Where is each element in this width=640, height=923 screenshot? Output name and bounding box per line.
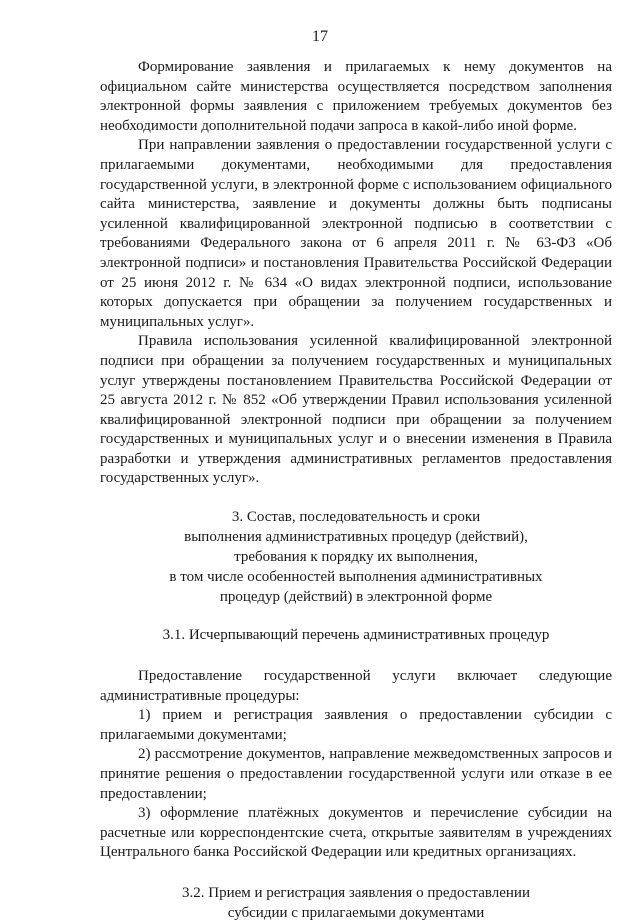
subsection-3-1-heading: 3.1. Исчерпывающий перечень административных процедур	[162, 627, 550, 644]
paragraph-electronic-form: Формирование заявления и прилагаемых к нему документов на официальном сайте министерства осуществляется посредством заполнения электронной формы заявления с приложением требуемых документов без необходимости дополнительной подачи запроса в какой-либо иной форме.	[100, 59, 612, 134]
subsection-heading-line: 3.2. Прием и регистрация заявления о предоставлении	[181, 885, 530, 901]
section-heading-line: процедур (действий) в электронной форме	[219, 589, 493, 606]
subsection-heading-line: субсидии с прилагаемыми документами	[227, 905, 485, 921]
procedure-item: 1) прием и регистрация заявления о предоставлении субсидии с прилагаемыми документами;	[100, 707, 612, 743]
body-text	[100, 58, 612, 923]
section-heading-line: 3. Состав, последовательность и сроки	[231, 509, 481, 526]
procedure-item: 2) рассмотрение документов, направление межведомственных запросов и принятие решения о предоставлении государственной услуги или отказе в ее предоставлении;	[100, 746, 612, 802]
procedures-intro: Предоставление государственной услуги включает следующие административные процедуры:	[100, 668, 612, 704]
paragraph-signature-rules: Правила использования усиленной квалифицированной электронной подписи при обращении за получением государственных и муниципальных услуг утверждены постановлением Правительства Российской Федерации от 25 августа 2012 г. № 852 «Об утверждении Правил использования усиленной квалифицированной электронной подписи при обращении за получением государственных и муниципальных услуг и о внесении изменения в Правила разработки и утверждения административных регламентов предоставления государственных услуг».	[100, 333, 612, 487]
paragraph-electronic-signature: При направлении заявления о предоставлении государственной услуги с прилагаемыми документами, необходимыми для предоставления государственной услуги, в электронной форме с использованием официального сайта министерства, заявление и документы должны быть подписаны усиленной квалифицированной электронной подписью в соответствии с требованиями Федерального закона от 6 апреля 2011 г. № 63-ФЗ «Об электронной подписи» и постановления Правительства Российской Федерации от 25 июня 2012 г. № 634 «О видах электронной подписи, использование которых допускается при обращении за получением государственных и муниципальных услуг».	[100, 137, 612, 330]
section-3-heading	[100, 507, 612, 607]
page-number: 17	[312, 28, 328, 45]
section-heading-line: требования к порядку их выполнения,	[234, 549, 478, 566]
procedure-item: 3) оформление платёжных документов и перечисление субсидии на расчетные или корреспондентские счета, открытые заявителям в учреждениях Центрального банка Российской Федерации или кредитных организациях.	[100, 805, 612, 861]
subsection-3-2-heading	[100, 883, 612, 923]
section-heading-line: выполнения административных процедур (действий),	[184, 529, 528, 546]
section-heading-line: в том числе особенностей выполнения административных	[169, 569, 543, 586]
